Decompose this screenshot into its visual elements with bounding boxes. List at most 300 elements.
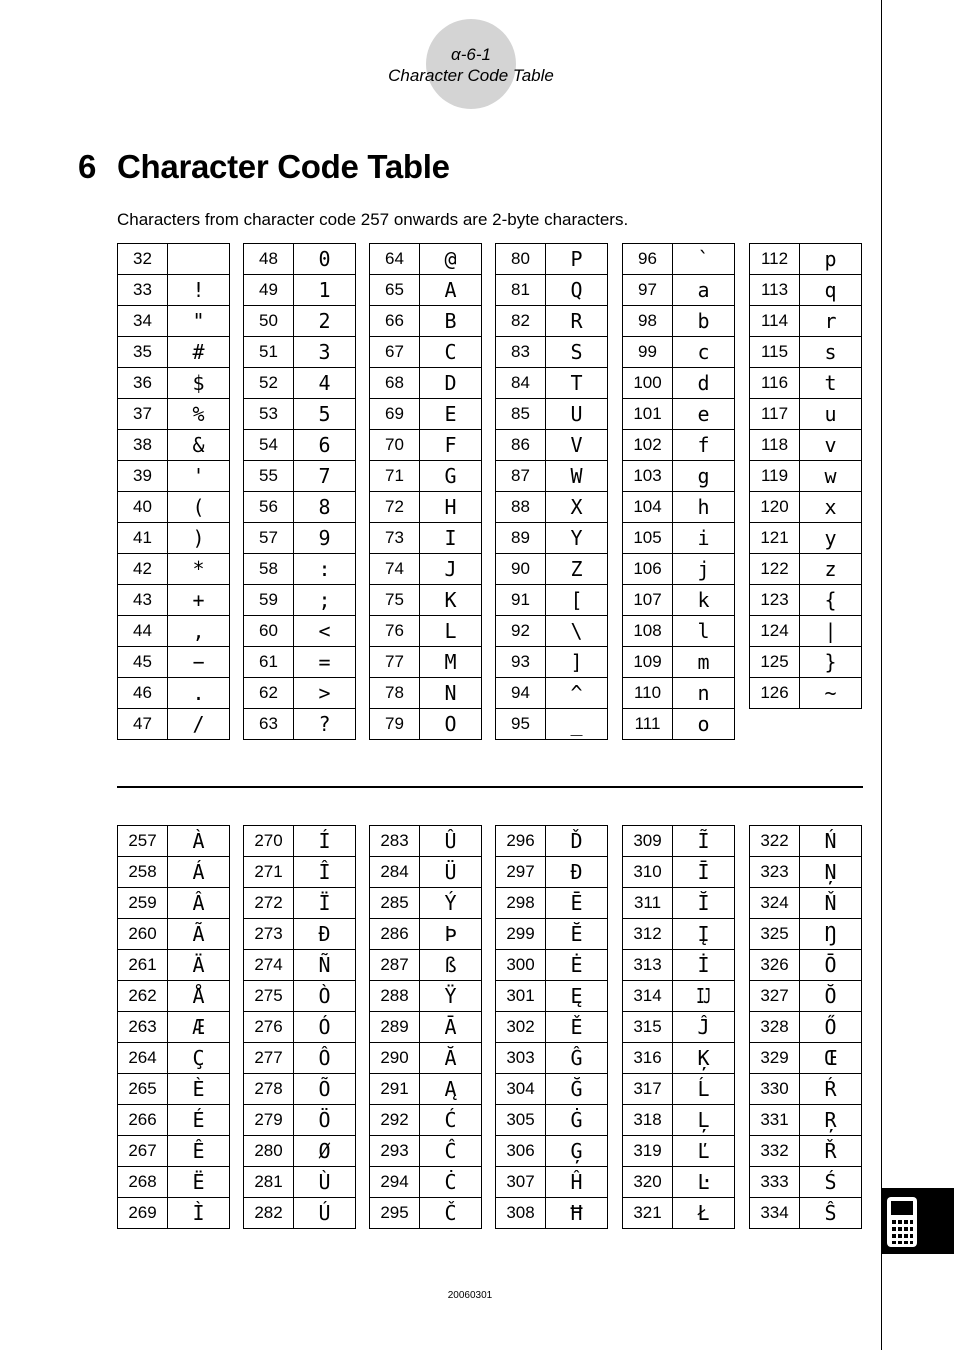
table-row	[244, 1012, 356, 1043]
char-glyph: Í	[294, 826, 356, 857]
char-glyph: ]	[546, 647, 608, 678]
char-code: 34	[118, 306, 168, 337]
table-row	[370, 826, 482, 857]
char-code: 47	[118, 709, 168, 740]
char-glyph: 2	[294, 306, 356, 337]
char-glyph: Ğ	[546, 1074, 608, 1105]
char-code: 109	[623, 647, 673, 678]
char-code: 304	[496, 1074, 546, 1105]
table-row	[244, 585, 356, 616]
table-row	[496, 1167, 608, 1198]
char-code: 281	[244, 1167, 294, 1198]
table-row	[370, 1012, 482, 1043]
char-glyph: M	[420, 647, 482, 678]
char-glyph: <	[294, 616, 356, 647]
char-code: 123	[750, 585, 800, 616]
table-row	[750, 1012, 862, 1043]
table-row	[496, 857, 608, 888]
char-glyph: Æ	[168, 1012, 230, 1043]
char-code: 117	[750, 399, 800, 430]
char-code: 277	[244, 1043, 294, 1074]
table-row	[370, 1136, 482, 1167]
char-code: 126	[750, 678, 800, 709]
char-glyph: m	[673, 647, 735, 678]
char-code: 258	[118, 857, 168, 888]
table-row	[623, 1105, 735, 1136]
code-table	[495, 825, 608, 1229]
table-row	[370, 275, 482, 306]
table-row	[118, 1136, 230, 1167]
char-glyph: z	[800, 554, 862, 585]
char-code: 74	[370, 554, 420, 585]
char-glyph: Ŋ	[800, 919, 862, 950]
char-glyph: .	[168, 678, 230, 709]
char-code: 274	[244, 950, 294, 981]
table-row	[118, 585, 230, 616]
table-row	[370, 1043, 482, 1074]
char-glyph: {	[800, 585, 862, 616]
char-glyph: #	[168, 337, 230, 368]
char-glyph: Ŝ	[800, 1198, 862, 1229]
char-glyph: Ē	[546, 888, 608, 919]
table-row	[244, 523, 356, 554]
char-glyph: Y	[546, 523, 608, 554]
char-code: 269	[118, 1198, 168, 1229]
char-glyph: %	[168, 399, 230, 430]
char-glyph: q	[800, 275, 862, 306]
char-glyph: Ď	[546, 826, 608, 857]
table-row	[496, 1136, 608, 1167]
char-code: 46	[118, 678, 168, 709]
table-row	[370, 1167, 482, 1198]
char-code: 257	[118, 826, 168, 857]
char-glyph: Į	[673, 919, 735, 950]
table-row	[118, 888, 230, 919]
char-code: 102	[623, 430, 673, 461]
table-row	[370, 492, 482, 523]
table-row	[623, 1043, 735, 1074]
char-glyph: Ŗ	[800, 1105, 862, 1136]
section-title: Character Code Table	[388, 66, 554, 85]
char-glyph: Ê	[168, 1136, 230, 1167]
char-code: 307	[496, 1167, 546, 1198]
char-code: 285	[370, 888, 420, 919]
table-row	[370, 399, 482, 430]
table-row	[750, 244, 862, 275]
char-code: 91	[496, 585, 546, 616]
table-row	[244, 888, 356, 919]
char-glyph: Ú	[294, 1198, 356, 1229]
table-row	[750, 857, 862, 888]
table-row	[496, 368, 608, 399]
char-glyph: Ā	[420, 1012, 482, 1043]
char-code: 320	[623, 1167, 673, 1198]
code-table	[369, 825, 482, 1229]
char-glyph: $	[168, 368, 230, 399]
char-code: 283	[370, 826, 420, 857]
char-glyph: Ô	[294, 1043, 356, 1074]
char-code: 121	[750, 523, 800, 554]
char-glyph: Ĺ	[673, 1074, 735, 1105]
code-table	[369, 243, 482, 740]
char-glyph: /	[168, 709, 230, 740]
char-glyph: Ý	[420, 888, 482, 919]
char-glyph: )	[168, 523, 230, 554]
char-glyph: 0	[294, 244, 356, 275]
table-row	[496, 306, 608, 337]
char-code: 37	[118, 399, 168, 430]
char-code: 288	[370, 981, 420, 1012]
char-code: 103	[623, 461, 673, 492]
char-glyph: ß	[420, 950, 482, 981]
char-glyph: Ł	[673, 1198, 735, 1229]
char-code: 319	[623, 1136, 673, 1167]
char-glyph: F	[420, 430, 482, 461]
char-glyph: Ġ	[546, 1105, 608, 1136]
table-row	[244, 492, 356, 523]
table-row	[118, 1105, 230, 1136]
char-glyph: _	[546, 709, 608, 740]
table-row	[623, 919, 735, 950]
char-glyph: 3	[294, 337, 356, 368]
table-row	[244, 709, 356, 740]
char-glyph: 5	[294, 399, 356, 430]
char-code: 321	[623, 1198, 673, 1229]
char-glyph: 6	[294, 430, 356, 461]
char-code: 85	[496, 399, 546, 430]
char-code: 76	[370, 616, 420, 647]
char-glyph: Þ	[420, 919, 482, 950]
table-row	[750, 275, 862, 306]
table-row	[244, 678, 356, 709]
table-row	[496, 492, 608, 523]
char-code: 87	[496, 461, 546, 492]
table-row	[118, 368, 230, 399]
char-glyph: Ä	[168, 950, 230, 981]
char-code: 287	[370, 950, 420, 981]
char-glyph: Ĵ	[673, 1012, 735, 1043]
char-code: 265	[118, 1074, 168, 1105]
char-code: 299	[496, 919, 546, 950]
char-glyph: u	[800, 399, 862, 430]
char-code: 100	[623, 368, 673, 399]
char-glyph: Ľ	[673, 1136, 735, 1167]
char-glyph: C	[420, 337, 482, 368]
table-row	[750, 523, 862, 554]
char-glyph: Ċ	[420, 1167, 482, 1198]
table-row	[623, 1198, 735, 1229]
calculator-tab	[882, 1188, 954, 1254]
table-row	[370, 523, 482, 554]
page-title	[78, 148, 450, 186]
char-code: 58	[244, 554, 294, 585]
char-code: 260	[118, 919, 168, 950]
char-glyph: Ś	[800, 1167, 862, 1198]
table-row	[118, 461, 230, 492]
char-code: 97	[623, 275, 673, 306]
char-glyph: Ř	[800, 1136, 862, 1167]
char-glyph: Q	[546, 275, 608, 306]
char-code: 333	[750, 1167, 800, 1198]
char-code: 79	[370, 709, 420, 740]
char-code: 111	[623, 709, 673, 740]
table-row	[623, 554, 735, 585]
code-table	[622, 243, 735, 740]
char-code: 300	[496, 950, 546, 981]
char-glyph: ~	[800, 678, 862, 709]
table-row	[496, 1074, 608, 1105]
table-row	[118, 244, 230, 275]
table-row	[623, 585, 735, 616]
char-code: 82	[496, 306, 546, 337]
char-glyph: X	[546, 492, 608, 523]
table-row	[370, 1105, 482, 1136]
char-glyph: j	[673, 554, 735, 585]
char-code: 106	[623, 554, 673, 585]
char-glyph: Ć	[420, 1105, 482, 1136]
char-code: 294	[370, 1167, 420, 1198]
char-glyph: f	[673, 430, 735, 461]
char-glyph: Ą	[420, 1074, 482, 1105]
char-code: 105	[623, 523, 673, 554]
table-row	[496, 678, 608, 709]
char-code: 334	[750, 1198, 800, 1229]
table-row	[370, 981, 482, 1012]
table-row	[750, 337, 862, 368]
table-row	[623, 368, 735, 399]
table-row	[750, 1136, 862, 1167]
char-code: 54	[244, 430, 294, 461]
char-glyph: Õ	[294, 1074, 356, 1105]
char-glyph: O	[420, 709, 482, 740]
char-code: 278	[244, 1074, 294, 1105]
table-row	[244, 368, 356, 399]
char-glyph: U	[546, 399, 608, 430]
table-row	[750, 1105, 862, 1136]
char-code: 112	[750, 244, 800, 275]
char-code: 113	[750, 275, 800, 306]
char-glyph: y	[800, 523, 862, 554]
char-code: 86	[496, 430, 546, 461]
table-row	[118, 1198, 230, 1229]
table-row	[496, 399, 608, 430]
table-row	[370, 647, 482, 678]
char-glyph: Ë	[168, 1167, 230, 1198]
code-table	[243, 825, 356, 1229]
table-row	[118, 678, 230, 709]
table-row	[118, 492, 230, 523]
char-glyph: Ĕ	[546, 919, 608, 950]
char-code: 290	[370, 1043, 420, 1074]
char-code: 302	[496, 1012, 546, 1043]
char-glyph: Ń	[800, 826, 862, 857]
table-row	[244, 1198, 356, 1229]
char-code: 32	[118, 244, 168, 275]
table-row	[244, 950, 356, 981]
char-glyph: i	[673, 523, 735, 554]
table-row	[623, 857, 735, 888]
char-code: 315	[623, 1012, 673, 1043]
char-glyph: r	[800, 306, 862, 337]
char-code: 94	[496, 678, 546, 709]
table-row	[750, 616, 862, 647]
table-row	[623, 709, 735, 740]
char-glyph: Â	[168, 888, 230, 919]
table-row	[118, 919, 230, 950]
char-code: 81	[496, 275, 546, 306]
table-row	[496, 554, 608, 585]
char-code: 39	[118, 461, 168, 492]
table-row	[750, 306, 862, 337]
char-glyph: Ĩ	[673, 826, 735, 857]
char-glyph: Ù	[294, 1167, 356, 1198]
char-code: 332	[750, 1136, 800, 1167]
char-glyph: Ø	[294, 1136, 356, 1167]
char-code: 61	[244, 647, 294, 678]
char-glyph: ^	[546, 678, 608, 709]
char-code: 72	[370, 492, 420, 523]
char-code: 267	[118, 1136, 168, 1167]
char-glyph: 4	[294, 368, 356, 399]
char-glyph: Ę	[546, 981, 608, 1012]
calculator-icon	[886, 1196, 918, 1248]
page-header	[340, 44, 602, 86]
table-row	[370, 857, 482, 888]
table-row	[244, 616, 356, 647]
char-glyph: 8	[294, 492, 356, 523]
table-row	[370, 919, 482, 950]
char-code: 78	[370, 678, 420, 709]
table-row	[244, 461, 356, 492]
char-code: 264	[118, 1043, 168, 1074]
table-row	[244, 1043, 356, 1074]
table-row	[750, 585, 862, 616]
table-row	[370, 888, 482, 919]
char-glyph: Ļ	[673, 1105, 735, 1136]
char-code: 114	[750, 306, 800, 337]
char-code: 273	[244, 919, 294, 950]
char-glyph: İ	[673, 950, 735, 981]
char-glyph: "	[168, 306, 230, 337]
table-row	[118, 616, 230, 647]
table-row	[118, 275, 230, 306]
table-row	[496, 430, 608, 461]
char-glyph: o	[673, 709, 735, 740]
char-glyph: À	[168, 826, 230, 857]
char-glyph: ;	[294, 585, 356, 616]
char-glyph: L	[420, 616, 482, 647]
table-row	[623, 523, 735, 554]
table-row	[118, 647, 230, 678]
char-glyph: Ĭ	[673, 888, 735, 919]
char-code: 303	[496, 1043, 546, 1074]
table-row	[623, 616, 735, 647]
code-table	[243, 243, 356, 740]
table-row	[750, 368, 862, 399]
table-row	[118, 399, 230, 430]
char-code: 308	[496, 1198, 546, 1229]
table-row	[750, 981, 862, 1012]
table-row	[244, 857, 356, 888]
char-code: 60	[244, 616, 294, 647]
char-code: 266	[118, 1105, 168, 1136]
char-glyph: ,	[168, 616, 230, 647]
table-row	[118, 981, 230, 1012]
table-row	[623, 1136, 735, 1167]
char-glyph: B	[420, 306, 482, 337]
char-glyph: *	[168, 554, 230, 585]
char-code: 80	[496, 244, 546, 275]
code-table	[495, 243, 608, 740]
char-glyph: l	[673, 616, 735, 647]
char-code: 318	[623, 1105, 673, 1136]
char-code: 280	[244, 1136, 294, 1167]
char-code: 263	[118, 1012, 168, 1043]
table-row	[750, 888, 862, 919]
char-glyph: J	[420, 554, 482, 585]
char-glyph: Ĳ	[673, 981, 735, 1012]
table-row	[750, 1198, 862, 1229]
char-code: 119	[750, 461, 800, 492]
char-code: 48	[244, 244, 294, 275]
char-glyph: Å	[168, 981, 230, 1012]
table-row	[244, 275, 356, 306]
char-code: 73	[370, 523, 420, 554]
table-row	[118, 857, 230, 888]
char-code: 55	[244, 461, 294, 492]
char-code: 309	[623, 826, 673, 857]
char-glyph: |	[800, 616, 862, 647]
char-glyph: È	[168, 1074, 230, 1105]
char-code: 67	[370, 337, 420, 368]
table-row	[750, 554, 862, 585]
char-glyph: [	[546, 585, 608, 616]
table-row	[244, 244, 356, 275]
char-code: 289	[370, 1012, 420, 1043]
char-glyph: K	[420, 585, 482, 616]
char-code: 49	[244, 275, 294, 306]
char-code: 63	[244, 709, 294, 740]
char-code: 75	[370, 585, 420, 616]
table-row	[244, 1074, 356, 1105]
table-row	[370, 337, 482, 368]
char-code: 104	[623, 492, 673, 523]
table-row	[623, 337, 735, 368]
char-code: 118	[750, 430, 800, 461]
char-code: 310	[623, 857, 673, 888]
char-code: 51	[244, 337, 294, 368]
char-glyph: Ç	[168, 1043, 230, 1074]
char-code: 41	[118, 523, 168, 554]
table-row	[750, 1074, 862, 1105]
char-glyph: }	[800, 647, 862, 678]
char-glyph: D	[420, 368, 482, 399]
char-glyph: (	[168, 492, 230, 523]
table-row	[496, 888, 608, 919]
char-glyph: E	[420, 399, 482, 430]
char-glyph: ?	[294, 709, 356, 740]
table-row	[623, 492, 735, 523]
char-code: 64	[370, 244, 420, 275]
char-code: 306	[496, 1136, 546, 1167]
char-glyph: w	[800, 461, 862, 492]
table-row	[496, 647, 608, 678]
char-glyph: Ħ	[546, 1198, 608, 1229]
char-code: 110	[623, 678, 673, 709]
char-glyph: Ñ	[294, 950, 356, 981]
table-row	[370, 585, 482, 616]
char-glyph: −	[168, 647, 230, 678]
